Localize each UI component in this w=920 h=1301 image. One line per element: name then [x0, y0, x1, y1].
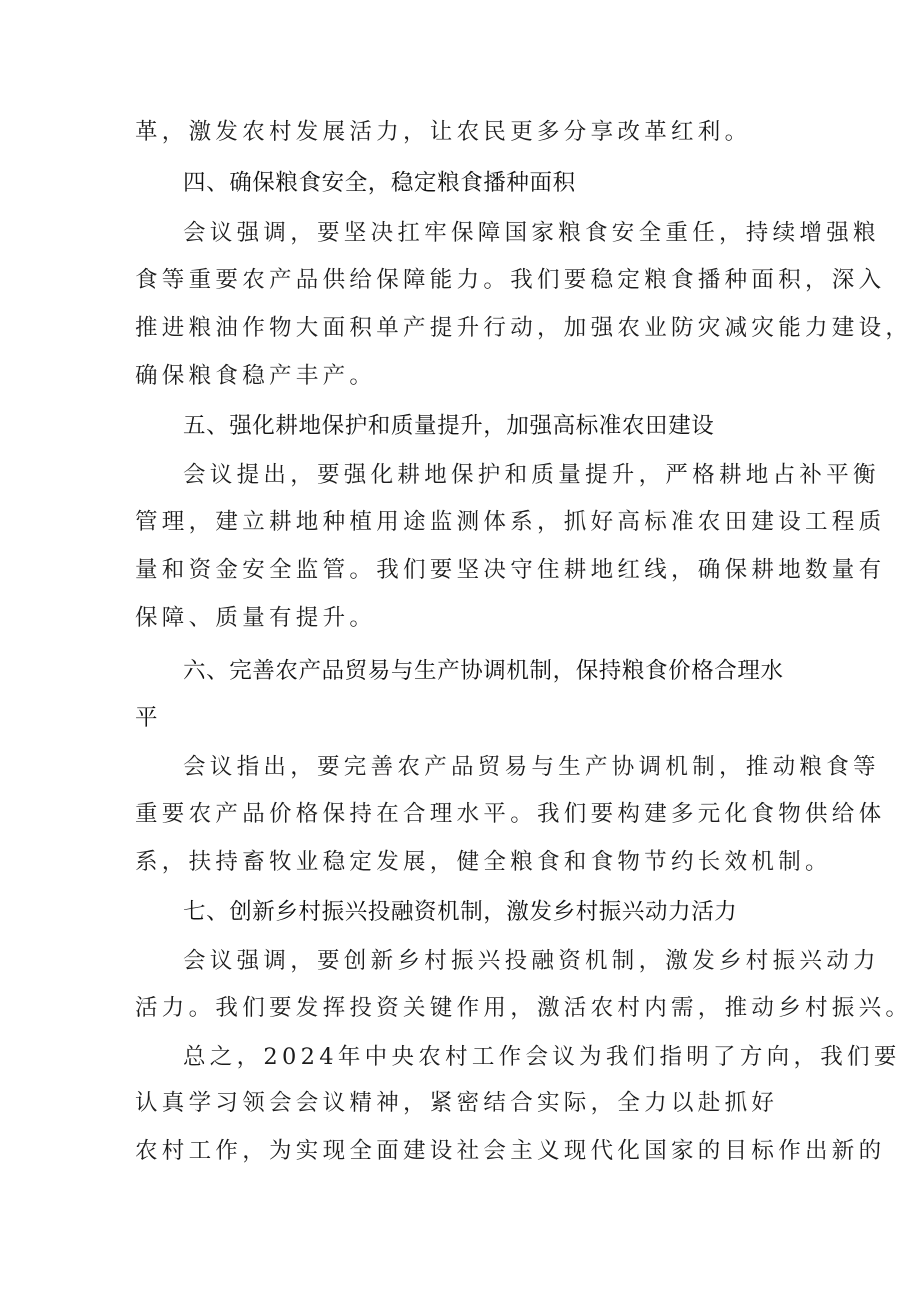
paragraph-line: 农村工作，为实现全面建设社会主义现代化国家的目标作出新的 [135, 1138, 886, 1164]
section-heading-5: 五、强化耕地保护和质量提升，加强高标准农田建设 [183, 413, 715, 439]
paragraph-line: 保障、质量有提升。 [135, 605, 377, 631]
paragraph-line: 推进粮油作物大面积单产提升行动，加强农业防灾减灾能力建设， [135, 315, 913, 341]
paragraph-line: 会议强调，要创新乡村振兴投融资机制，激发乡村振兴动力 [183, 948, 880, 974]
paragraph-line: 系，扶持畜牧业稳定发展，健全粮食和食物节约长效机制。 [135, 849, 832, 875]
paragraph-line: 量和资金安全监管。我们要坚决守住耕地红线，确保耕地数量有 [135, 557, 886, 583]
paragraph-line: 确保粮食稳产丰产。 [135, 363, 377, 389]
paragraph-line: 认真学习领会会议精神，紧密结合实际，全力以赴抓好 [135, 1090, 779, 1116]
section-heading-6-continued: 平 [135, 705, 159, 731]
section-heading-4: 四、确保粮食安全，稳定粮食播种面积 [183, 170, 576, 196]
paragraph-line: 活力。我们要发挥投资关键作用，激活农村内需，推动乡村振兴。 [135, 995, 913, 1021]
paragraph-line: 会议指出，要完善农产品贸易与生产协调机制，推动粮食等 [183, 754, 880, 780]
section-heading-7: 七、创新乡村振兴投融资机制，激发乡村振兴动力活力 [183, 899, 738, 925]
paragraph-line: 会议强调，要坚决扛牢保障国家粮食安全重任，持续增强粮 [183, 220, 880, 246]
paragraph-line: 食等重要农产品供给保障能力。我们要稳定粮食播种面积，深入 [135, 267, 886, 293]
paragraph-line: 管理，建立耕地种植用途监测体系，抓好高标准农田建设工程质 [135, 509, 886, 535]
paragraph-line: 会议提出，要强化耕地保护和质量提升，严格耕地占补平衡 [183, 462, 880, 488]
paragraph-line: 总之，2024年中央农村工作会议为我们指明了方向，我们要 [183, 1044, 901, 1070]
paragraph-line: 重要农产品价格保持在合理水平。我们要构建多元化食物供给体 [135, 801, 886, 827]
paragraph-line: 革，激发农村发展活力，让农民更多分享改革红利。 [135, 119, 752, 145]
section-heading-6: 六、完善农产品贸易与生产协调机制，保持粮食价格合理水 [183, 658, 784, 684]
